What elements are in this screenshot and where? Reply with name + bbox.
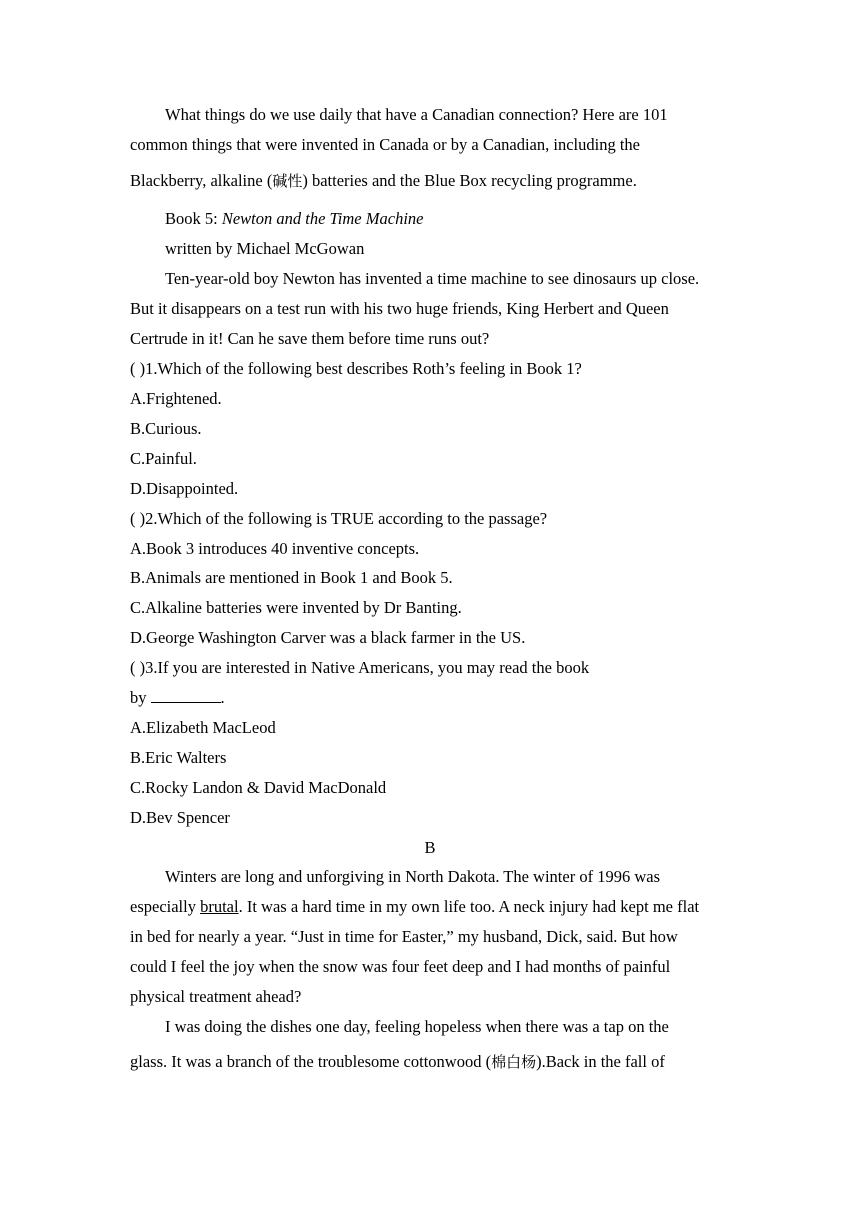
question-2-option-a: A.Book 3 introduces 40 inventive concepts.: [130, 539, 420, 558]
book5-desc-line-2: But it disappears on a test run with his two huge friends, King Herbert and Queen: [130, 299, 669, 318]
intro-line-3: [130, 171, 637, 191]
question-3-option-d: D.Bev Spencer: [130, 808, 230, 827]
question-3-period: .: [220, 688, 225, 707]
intro-line-2: common things that were invented in Canada or by a Canadian, including the: [130, 135, 640, 154]
intro-line-3-b: ) batteries and the Blue Box recycling programme.: [302, 171, 637, 190]
question-3-by: by: [130, 688, 147, 707]
question-1-option-a: A.Frightened.: [130, 389, 222, 408]
book5-desc-line-3: Certrude in it! Can he save them before time runs out?: [130, 329, 490, 348]
section-b-p1-line-5: physical treatment ahead?: [130, 987, 302, 1006]
question-3-stem: ( )3.If you are interested in Native Americans, you may read the book: [130, 658, 590, 677]
section-b-p2-line-2-b: ).Back in the fall of: [536, 1052, 665, 1071]
book5-prefix: Book 5:: [165, 209, 222, 228]
book5-title-line: [165, 209, 424, 229]
section-b-p2-line-2: [130, 1052, 665, 1072]
question-2-option-d: D.George Washington Carver was a black farmer in the US.: [130, 628, 526, 647]
section-b-p2-line-2-a: glass. It was a branch of the troublesome cottonwood (: [130, 1052, 492, 1071]
book5-title: Newton and the Time Machine: [221, 209, 424, 228]
question-1-option-b: B.Curious.: [130, 419, 202, 438]
intro-line-3-a: Blackberry, alkaline (: [130, 171, 273, 190]
section-b-p1-line-2-a: especially: [130, 897, 201, 916]
section-b-heading: B: [424, 838, 436, 857]
question-2-option-b: B.Animals are mentioned in Book 1 and Book 5.: [130, 568, 453, 587]
question-2-stem: ( )2.Which of the following is TRUE according to the passage?: [130, 509, 548, 528]
question-3-option-a: A.Elizabeth MacLeod: [130, 718, 276, 737]
question-3-option-b: B.Eric Walters: [130, 748, 227, 767]
book5-author: written by Michael McGowan: [165, 239, 365, 258]
underlined-word: brutal: [200, 897, 239, 916]
question-1-option-d: D.Disappointed.: [130, 479, 239, 498]
intro-cjk-gloss: 碱性: [272, 172, 303, 190]
answer-blank: [151, 688, 221, 703]
section-b-p2-line-1: I was doing the dishes one day, feeling hopeless when there was a tap on the: [165, 1017, 669, 1036]
question-3-option-c: C.Rocky Landon & David MacDonald: [130, 778, 387, 797]
question-2-option-c: C.Alkaline batteries were invented by Dr Banting.: [130, 598, 462, 617]
section-b-p1-line-3: in bed for nearly a year. “Just in time for Easter,” my husband, Dick, said. But how: [130, 927, 678, 946]
section-b-p1-line-1: Winters are long and unforgiving in North Dakota. The winter of 1996 was: [165, 867, 660, 886]
section-b-cjk-gloss: 棉白杨: [491, 1053, 537, 1071]
question-1-option-c: C.Painful.: [130, 449, 197, 468]
intro-line-1: What things do we use daily that have a Canadian connection? Here are 101: [165, 105, 668, 124]
section-b-p1-line-2-b: . It was a hard time in my own life too. A neck injury had kept me flat: [238, 897, 700, 916]
question-1-stem: ( )1.Which of the following best describes Roth’s feeling in Book 1?: [130, 359, 582, 378]
book5-desc-line-1: Ten-year-old boy Newton has invented a time machine to see dinosaurs up close.: [165, 269, 700, 288]
question-3-stem-cont: [130, 688, 225, 708]
section-b-p1-line-2: [130, 897, 699, 917]
section-b-p1-line-4: could I feel the joy when the snow was four feet deep and I had months of painful: [130, 957, 671, 976]
